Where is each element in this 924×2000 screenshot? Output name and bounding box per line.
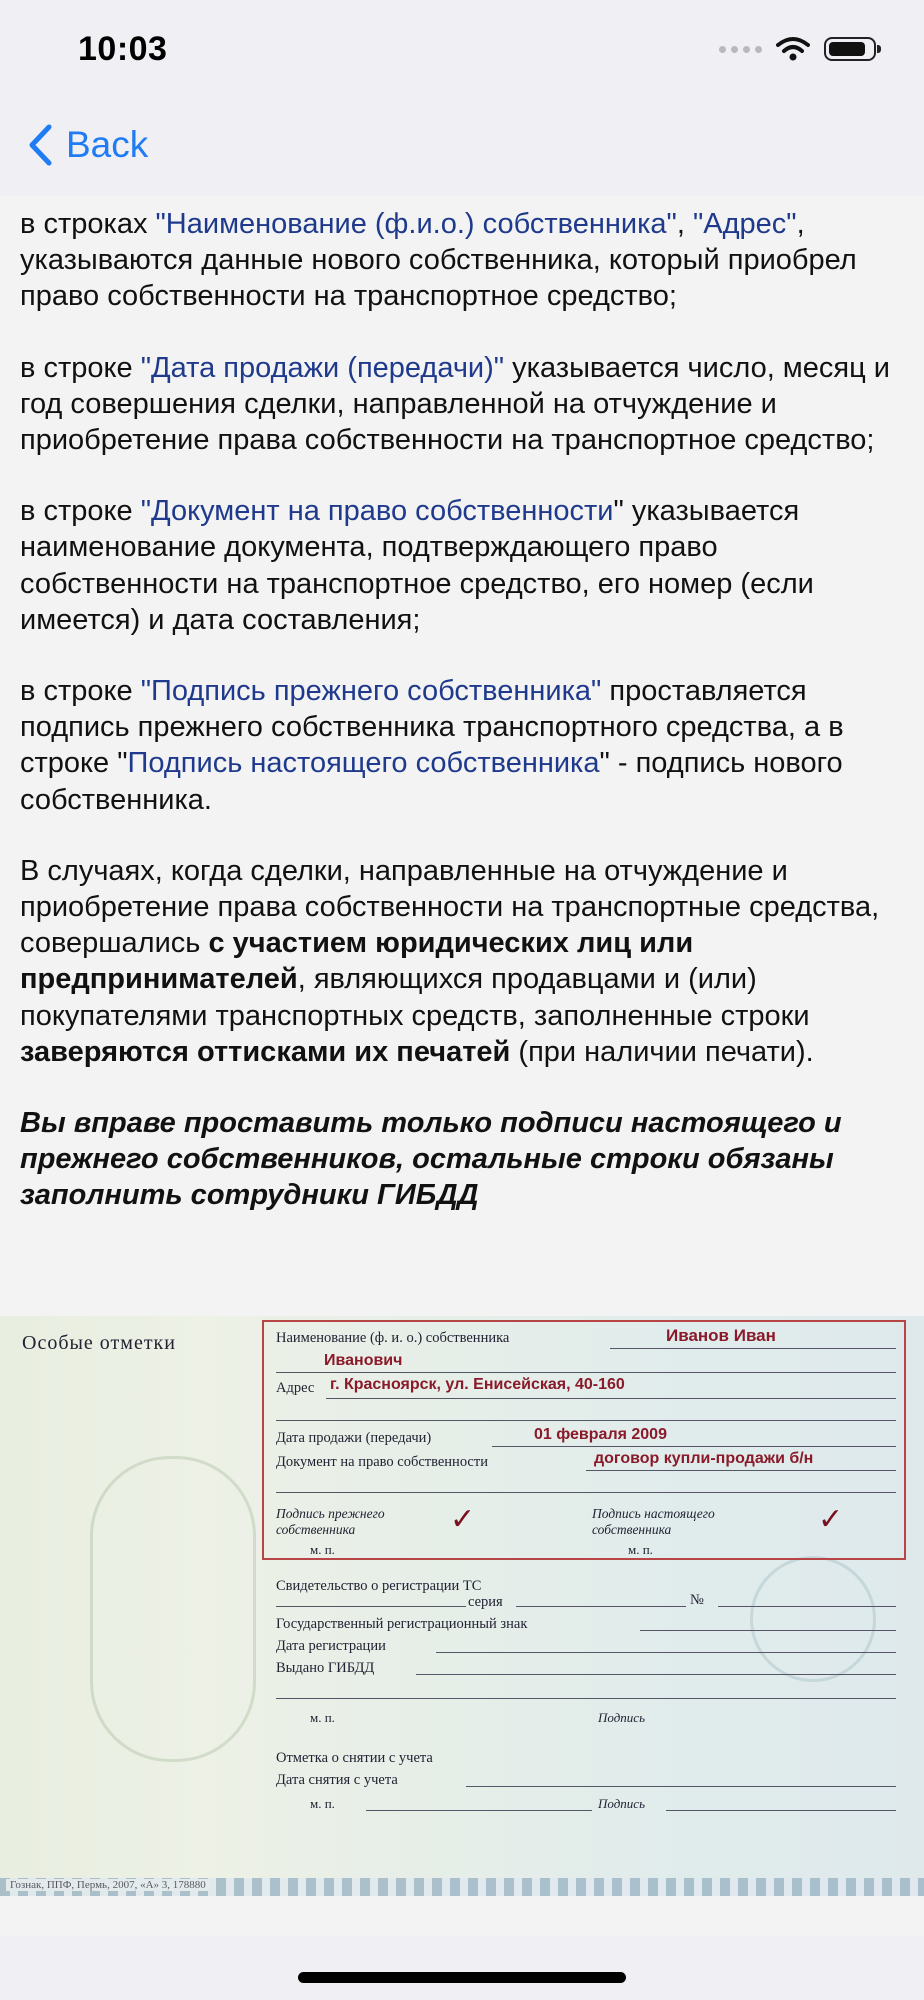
stamp-place-label: м. п. <box>310 1542 335 1557</box>
field-name-sale-date: "Дата продажи (передачи)" <box>140 351 505 384</box>
instruction-text <box>20 206 908 1249</box>
rule-line <box>492 1446 896 1447</box>
document-security-strip <box>0 1878 924 1896</box>
previous-signature-check: ✓ <box>450 1502 476 1537</box>
watermark-emblem <box>90 1456 256 1762</box>
text-span: , указываются данные нового собственника, который приобрел право собственности на транспортное средство; <box>20 208 857 313</box>
deregistration-label: Отметка о снятии с учета <box>276 1750 433 1766</box>
battery-icon <box>824 37 876 61</box>
sale-date-value: 01 февраля 2009 <box>534 1426 667 1443</box>
paragraph-ownership-document <box>20 493 908 638</box>
registration-document-image <box>0 1316 924 1896</box>
signature-label: Подпись <box>598 1796 645 1811</box>
current-signature-label-1: Подпись настоящего <box>592 1506 715 1521</box>
rule-line <box>416 1674 896 1675</box>
previous-signature-label-2: собственника <box>276 1522 356 1537</box>
home-indicator[interactable] <box>298 1972 626 1983</box>
rule-line <box>326 1398 896 1399</box>
watermark-circle <box>750 1556 876 1682</box>
paragraph-signatures <box>20 673 908 818</box>
emphasis-text: заверяются оттисками их печатей <box>20 1035 511 1068</box>
field-name-previous-signature: "Подпись прежнего собственника" <box>140 675 602 708</box>
chevron-left-icon <box>28 124 52 166</box>
previous-signature-label-1: Подпись прежнего <box>276 1506 385 1521</box>
printer-imprint: Гознак, ППФ, Пермь, 2007, «А» 3, 178880 <box>6 1879 210 1891</box>
text-span: В случаях, когда сделки, направленные на отчуждение и приобретение права собственности на транспортные средства, совершались <box>20 854 880 960</box>
rule-line <box>366 1810 592 1811</box>
back-label: Back <box>66 124 149 165</box>
stamp-place-label: м. п. <box>310 1710 335 1725</box>
rule-line <box>276 1492 896 1493</box>
rule-line <box>466 1786 896 1787</box>
field-name-owner: "Наименование (ф.и.о.) собственника" <box>155 208 677 240</box>
text-span: в строке <box>20 351 141 384</box>
back-button[interactable] <box>28 124 148 166</box>
signal-icon <box>719 46 762 53</box>
series-label: серия <box>468 1594 503 1610</box>
sale-date-label: Дата продажи (передачи) <box>276 1430 432 1446</box>
field-name-ownership-document: "Документ на право собственности <box>140 495 614 528</box>
rule-line <box>718 1606 896 1607</box>
rule-line <box>640 1630 896 1631</box>
registration-date-label: Дата регистрации <box>276 1638 386 1654</box>
text-span: , являющихся продавцами и (или) покупателями транспортных средств, заполненные строки <box>20 963 810 1032</box>
status-bar <box>0 0 924 100</box>
wifi-icon <box>776 36 810 62</box>
special-marks-label: Особые отметки <box>22 1332 176 1354</box>
address-label: Адрес <box>276 1380 315 1396</box>
field-name-current-signature: Подпись настоящего собственника <box>127 747 600 780</box>
ownership-document-value: договор купли-продажи б/н <box>594 1450 814 1467</box>
content-area[interactable] <box>0 196 924 1936</box>
status-time: 10:03 <box>78 30 168 68</box>
rule-line <box>610 1348 896 1349</box>
text-span: указывается число, месяц и год совершения сделки, направленной на отчуждение и приобретение права собственности на транспортное средство; <box>20 351 890 457</box>
rule-line <box>276 1420 896 1421</box>
text-span: проставляется подпись прежнего собственника транспортного средства, а в строке " <box>20 675 844 780</box>
plate-label: Государственный регистрационный знак <box>276 1616 528 1632</box>
rule-line <box>276 1698 896 1699</box>
current-signature-check: ✓ <box>818 1502 844 1537</box>
signature-label: Подпись <box>598 1710 645 1725</box>
text-span: " - подпись нового собственника. <box>20 747 843 816</box>
paragraph-note: Вы вправе проставить только подписи настоящего и прежнего собственников, остальные строки обязаны заполнить сотрудники ГИБДД <box>20 1107 842 1212</box>
rule-line <box>436 1652 896 1653</box>
address-value: г. Красноярск, ул. Енисейская, 40-160 <box>330 1376 625 1393</box>
owner-label: Наименование (ф. и. о.) собственника <box>276 1330 510 1346</box>
status-icons <box>719 36 876 62</box>
field-name-address: "Адрес" <box>692 208 797 240</box>
text-span: в строке <box>20 675 141 708</box>
rule-line <box>666 1810 896 1811</box>
text-span: " указывается наименование документа, подтверждающего право собственности на транспортное средство, его номер (если имеется) и дата составления; <box>20 495 814 636</box>
stamp-place-label: м. п. <box>628 1542 653 1557</box>
deregistration-date-label: Дата снятия с учета <box>276 1772 398 1788</box>
certificate-label: Свидетельство о регистрации ТС <box>276 1578 482 1594</box>
navigation-bar <box>0 100 924 196</box>
stamp-place-label: м. п. <box>310 1796 335 1811</box>
rule-line <box>276 1372 896 1373</box>
text-span: (при наличии печати). <box>510 1035 814 1068</box>
emphasis-text: с участием юридических лиц или предпринимателей <box>20 927 694 996</box>
paragraph-legal-entities <box>20 853 908 1070</box>
ownership-document-label: Документ на право собственности <box>276 1454 488 1470</box>
paragraph-sale-date <box>20 350 908 459</box>
rule-line <box>276 1606 466 1607</box>
rule-line <box>516 1606 686 1607</box>
number-label: № <box>690 1592 704 1608</box>
paragraph-owner-address <box>20 206 908 315</box>
owner-value-line-2: Иванович <box>324 1352 403 1369</box>
text-span: в строке <box>20 495 141 528</box>
owner-value-line-1: Иванов Иван <box>666 1326 776 1345</box>
text-span: , <box>676 208 693 240</box>
issued-by-label: Выдано ГИБДД <box>276 1660 375 1676</box>
rule-line <box>586 1470 896 1471</box>
current-signature-label-2: собственника <box>592 1522 672 1537</box>
text-span: в строках <box>20 208 156 240</box>
